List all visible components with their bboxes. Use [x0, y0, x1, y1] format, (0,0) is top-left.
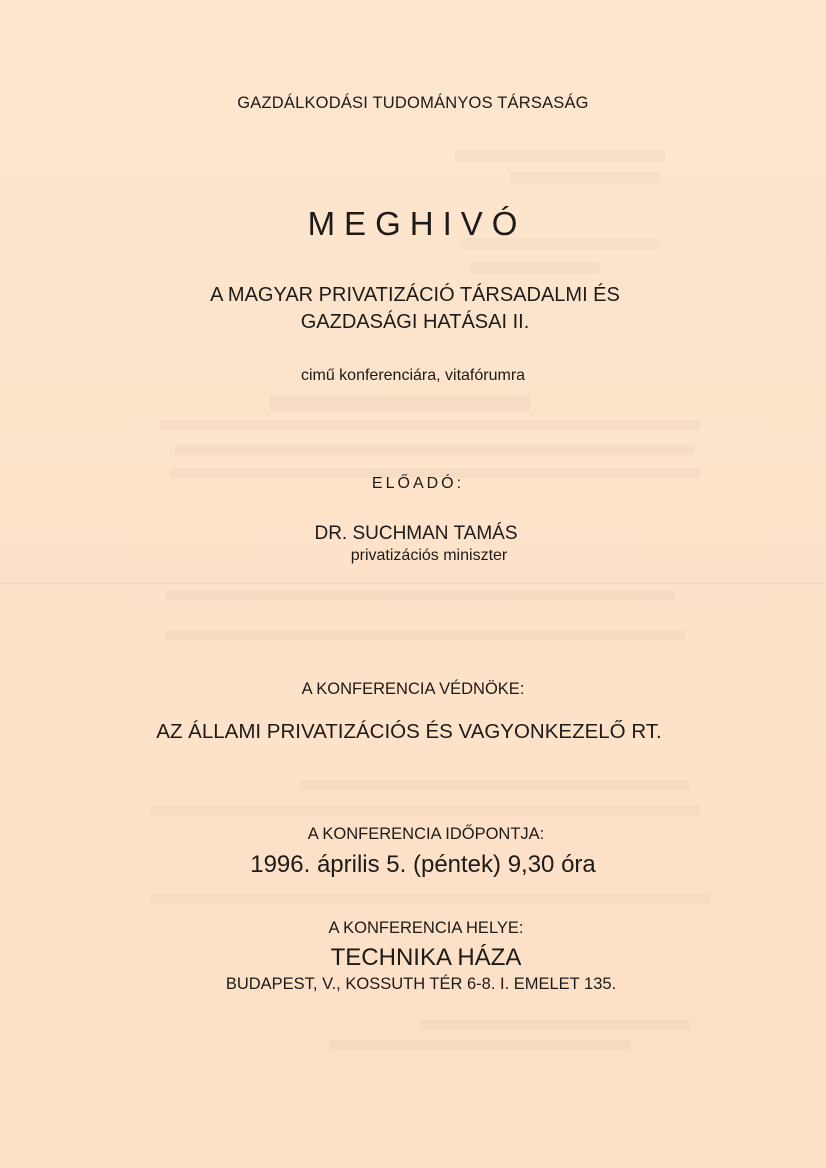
- show-through: [165, 630, 685, 640]
- show-through: [165, 590, 675, 600]
- show-through: [175, 445, 695, 455]
- speaker-label: ELŐADÓ:: [371, 475, 465, 492]
- show-through: [270, 395, 530, 411]
- show-through: [510, 172, 660, 184]
- show-through: [150, 805, 700, 815]
- speaker-name: DR. SUCHMAN TAMÁS: [314, 523, 518, 544]
- speaker-role: privatizációs miniszter: [350, 547, 508, 564]
- date-label: A KONFERENCIA IDŐPONTJA:: [307, 825, 545, 843]
- conference-title-line-2: GAZDASÁGI HATÁSAI II.: [300, 311, 530, 333]
- conference-type: cimű konferenciára, vitafórumra: [300, 367, 526, 384]
- date-value: 1996. április 5. (péntek) 9,30 óra: [250, 851, 596, 878]
- show-through: [470, 262, 600, 274]
- show-through: [160, 420, 700, 430]
- fold-crease: [0, 583, 826, 584]
- show-through: [150, 893, 710, 903]
- venue-label: A KONFERENCIA HELYE:: [328, 919, 524, 937]
- venue-name: TECHNIKA HÁZA: [330, 944, 522, 971]
- patron-name: AZ ÁLLAMI PRIVATIZÁCIÓS ÉS VAGYONKEZELŐ RT.: [156, 720, 662, 743]
- venue-address: BUDAPEST, V., KOSSUTH TÉR 6-8. I. EMELET 135.: [225, 975, 617, 993]
- organization-name: GAZDÁLKODÁSI TUDOMÁNYOS TÁRSASÁG: [237, 94, 589, 112]
- page-title: MEGHIVÓ: [307, 205, 527, 242]
- show-through: [455, 150, 665, 162]
- patron-label: A KONFERENCIA VÉDNÖKE:: [301, 680, 525, 698]
- conference-title-line-1: A MAGYAR PRIVATIZÁCIÓ TÁRSADALMI ÉS: [210, 284, 620, 306]
- show-through: [420, 1020, 690, 1030]
- show-through: [330, 1040, 630, 1050]
- show-through: [300, 780, 690, 790]
